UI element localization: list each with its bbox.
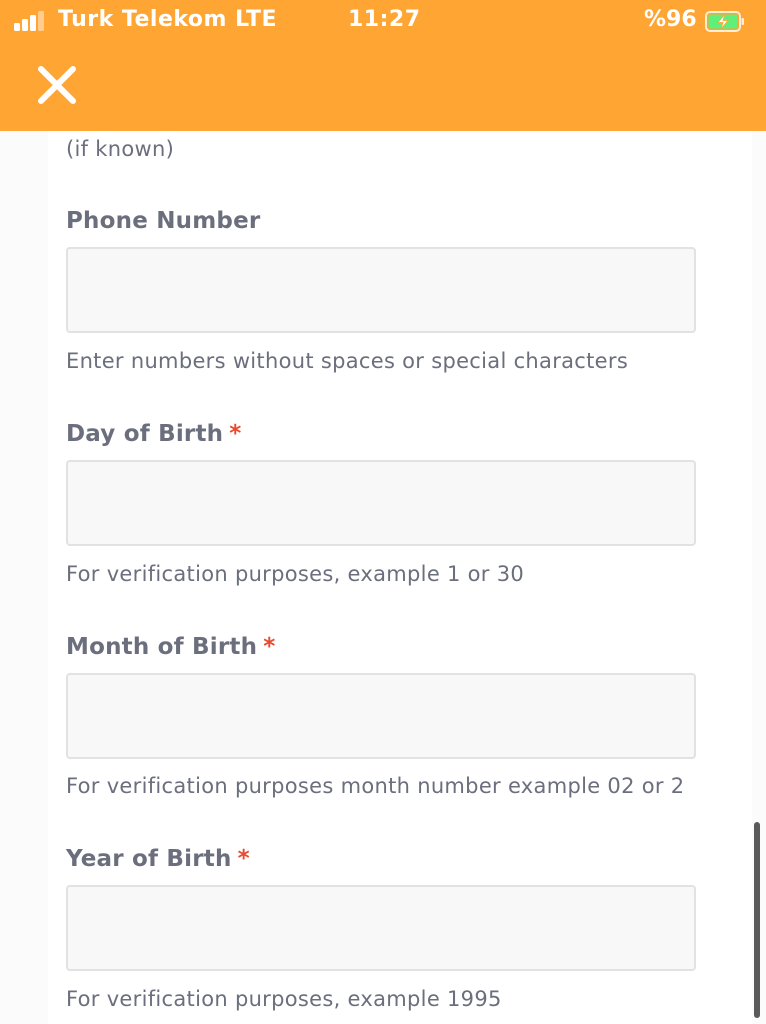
page-gutter-left	[0, 131, 48, 1024]
year-of-birth-label-text: Year of Birth	[66, 846, 232, 872]
phone-number-label-text: Phone Number	[66, 208, 261, 234]
battery-percent: %96	[644, 7, 697, 32]
year-of-birth-label	[66, 846, 250, 872]
status-bar	[0, 0, 766, 44]
day-of-birth-input[interactable]	[68, 462, 694, 544]
month-of-birth-help: For verification purposes month number example 02 or 2	[66, 774, 685, 798]
phone-number-field[interactable]	[66, 247, 696, 333]
partial-note: (if known)	[66, 137, 175, 161]
close-icon	[36, 64, 78, 106]
day-of-birth-help: For verification purposes, example 1 or 30	[66, 562, 525, 586]
month-of-birth-label	[66, 634, 275, 660]
month-of-birth-field[interactable]	[66, 673, 696, 759]
day-of-birth-label	[66, 421, 241, 447]
scrollbar-thumb[interactable]	[754, 822, 760, 1018]
close-button[interactable]	[36, 64, 78, 106]
phone-number-label	[66, 208, 260, 234]
required-asterisk: *	[237, 846, 250, 872]
required-asterisk: *	[263, 634, 276, 660]
month-of-birth-input[interactable]	[68, 675, 694, 757]
year-of-birth-help: For verification purposes, example 1995	[66, 987, 502, 1011]
app-header	[0, 0, 766, 131]
year-of-birth-input[interactable]	[68, 887, 694, 969]
day-of-birth-label-text: Day of Birth	[66, 421, 224, 447]
phone-number-help: Enter numbers without spaces or special characters	[66, 349, 629, 373]
status-time: 11:27	[348, 7, 421, 32]
battery-charging-icon	[705, 11, 745, 32]
month-of-birth-label-text: Month of Birth	[66, 634, 258, 660]
carrier-label: Turk Telekom LTE	[58, 7, 278, 32]
phone-number-input[interactable]	[68, 249, 694, 331]
day-of-birth-field[interactable]	[66, 460, 696, 546]
required-asterisk: *	[229, 421, 242, 447]
year-of-birth-field[interactable]	[66, 885, 696, 971]
signal-bars-icon	[14, 11, 48, 31]
